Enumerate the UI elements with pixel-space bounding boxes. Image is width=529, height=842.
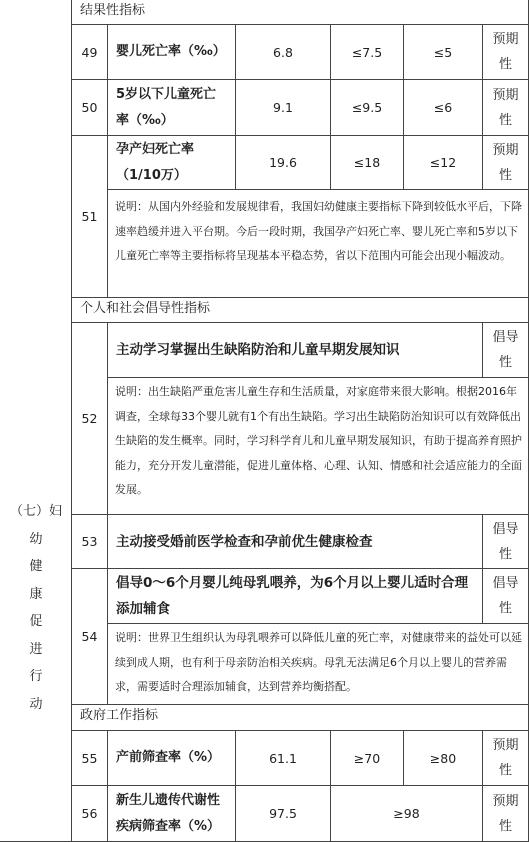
category-cell xyxy=(0,0,72,842)
category-first: （七）妇 xyxy=(9,504,62,519)
indicator-type: 预期性 xyxy=(482,79,529,136)
indicator-name: 婴儿死亡率（‰） xyxy=(107,24,236,80)
indicator-name: 孕产妇死亡率（1/10万） xyxy=(107,135,236,190)
indicator-type: 预期性 xyxy=(482,135,529,190)
target-2022: ≥70 xyxy=(330,730,404,786)
category-char: 康 xyxy=(29,586,43,602)
category-char: 幼 xyxy=(29,531,43,547)
indicator-type: 预期性 xyxy=(482,785,529,842)
indicator-type: 预期性 xyxy=(482,730,529,786)
target-2030: ≥80 xyxy=(403,730,483,786)
indicator-name: 5岁以下儿童死亡率（‰） xyxy=(107,79,236,136)
target-2030: ≤6 xyxy=(403,79,483,136)
category-label xyxy=(0,498,72,718)
target-2022: ≤18 xyxy=(330,135,404,190)
baseline-value: 6.8 xyxy=(235,24,331,80)
row-number: 55 xyxy=(71,730,108,786)
target-2030: ≤12 xyxy=(403,135,483,190)
category-char: 健 xyxy=(29,559,43,574)
indicator-name: 产前筛查率（%） xyxy=(107,730,236,786)
indicator-name: 新生儿遗传代谢性疾病筛查率（%） xyxy=(107,785,236,842)
target-2030: ≤5 xyxy=(403,24,483,80)
category-char: 行 xyxy=(29,669,43,684)
indicator-type: 倡导性 xyxy=(482,568,529,624)
target-2022: ≤7.5 xyxy=(330,24,404,80)
category-char: 促 xyxy=(29,614,43,629)
row-number: 52 xyxy=(71,322,108,515)
indicator-type: 预期性 xyxy=(482,24,529,80)
section-header-personal: 个人和社会倡导性指标 xyxy=(71,297,529,323)
row-number: 53 xyxy=(71,514,108,569)
indicator-type: 倡导性 xyxy=(482,322,529,378)
indicator-note: 说明：世界卫生组织认为母乳喂养可以降低儿童的死亡率，对健康带来的益处可以延续到成人期，也有利于母亲防治相关疾病。母乳无法满足6个月以上婴儿的营养需求，需要适时合理添加辅食，达到营养均衡搭配。 xyxy=(107,623,529,705)
category-char: 动 xyxy=(29,696,43,712)
target-2022-2030: ≥98 xyxy=(330,785,483,842)
baseline-value: 61.1 xyxy=(235,730,331,786)
baseline-value: 19.6 xyxy=(235,135,331,190)
target-2022: ≤9.5 xyxy=(330,79,404,136)
indicator-type: 倡导性 xyxy=(482,514,529,569)
indicator-name: 主动接受婚前医学检查和孕前优生健康检查 xyxy=(107,514,483,569)
baseline-value: 9.1 xyxy=(235,79,331,136)
row-number: 56 xyxy=(71,785,108,842)
baseline-value: 97.5 xyxy=(235,785,331,842)
section-header-result: 结果性指标 xyxy=(71,0,529,25)
section-header-government: 政府工作指标 xyxy=(71,704,529,731)
indicator-note: 说明：出生缺陷严重危害儿童生存和生活质量，对家庭带来很大影响。根据2016年调查，全球每33个婴儿就有1个有出生缺陷。学习出生缺陷防治知识可以有效降低出生缺陷的发生概率。同时，学习科学育儿和儿童早期发展知识，有助于提高养育照护能力，充分开发儿童潜能，促进儿童体格、心理、认知、情感和社会适应能力的全面发展。 xyxy=(107,377,529,515)
row-number: 50 xyxy=(71,79,108,136)
indicator-name: 主动学习掌握出生缺陷防治和儿童早期发展知识 xyxy=(107,322,483,378)
row-number: 51 xyxy=(71,135,108,298)
row-number: 49 xyxy=(71,24,108,80)
category-char: 进 xyxy=(29,641,43,657)
row-number: 54 xyxy=(71,568,108,705)
indicator-name: 倡导0～6个月婴儿纯母乳喂养，为6个月以上婴儿适时合理添加辅食 xyxy=(107,568,483,624)
indicator-note: 说明：从国内外经验和发展规律看，我国妇幼健康主要指标下降到较低水平后，下降速率趋缓并进入平台期。今后一段时期，我国孕产妇死亡率、婴儿死亡率和5岁以下儿童死亡率等主要指标将呈现基本平稳态势，省以下范围内可能会出现小幅波动。 xyxy=(107,189,529,298)
